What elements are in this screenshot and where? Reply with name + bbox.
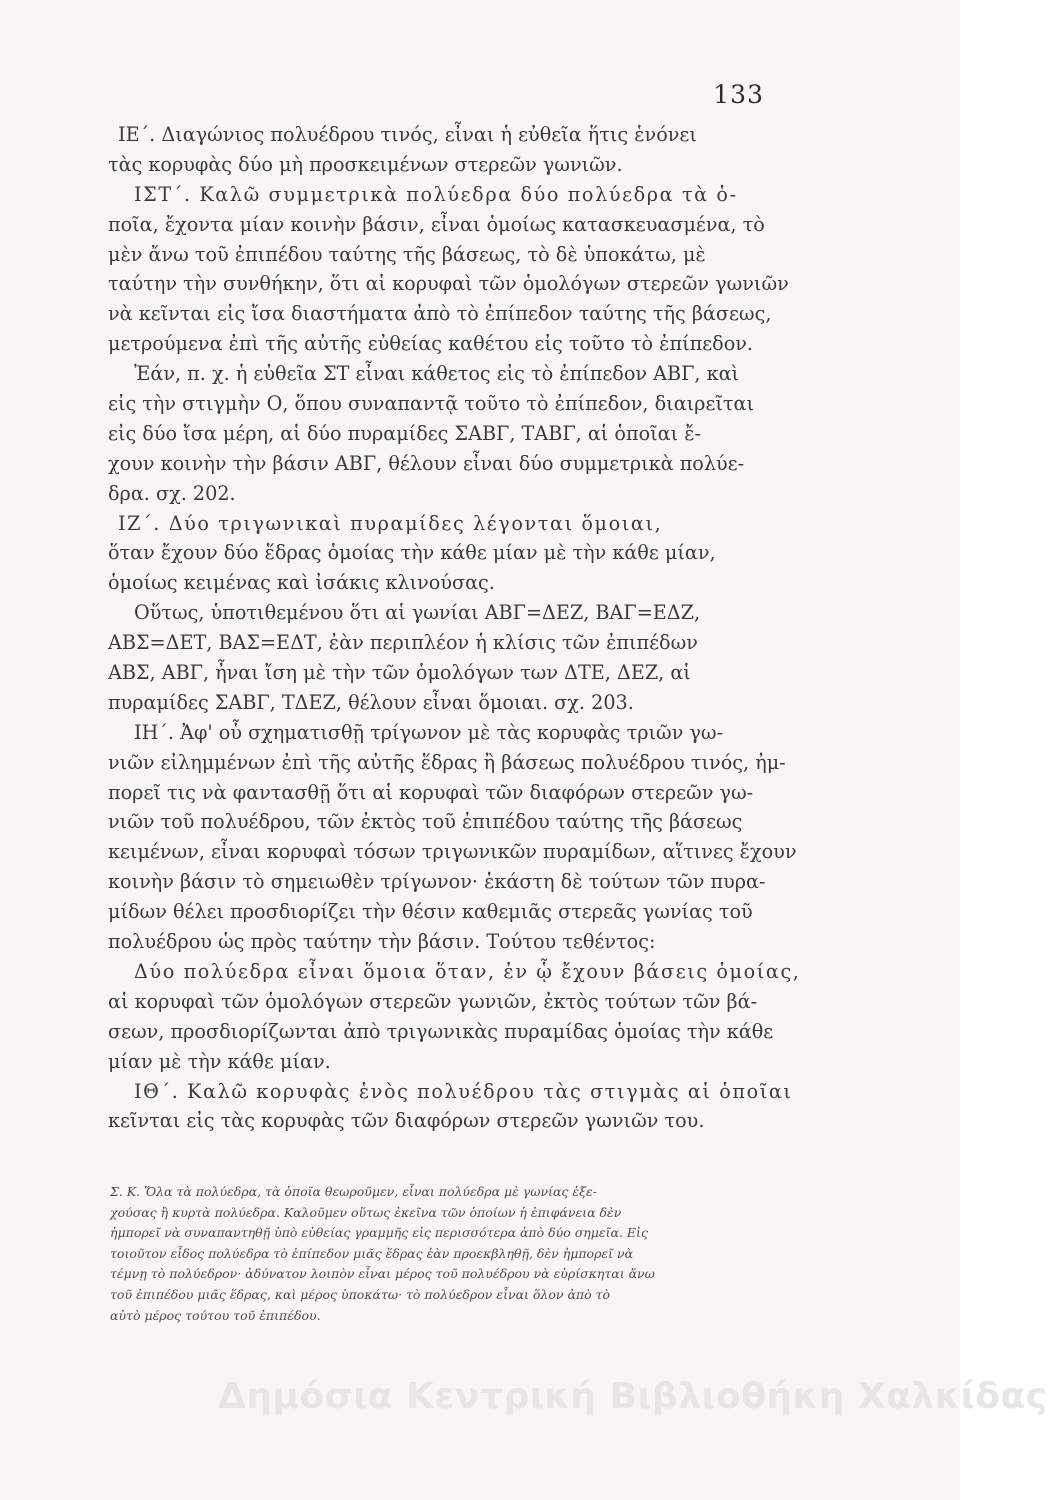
text-line: ταύτην τὴν συνθήκην, ὅτι αἱ κορυφαὶ τῶν ὁμολόγων στερεῶν γωνιῶν [108,272,789,296]
text-line: νιῶν τοῦ πολυέδρου, τῶν ἐκτὸς τοῦ ἐπιπέδου ταύτης τῆς βάσεως [108,810,743,834]
footnote-block [110,1182,810,1326]
text-line: ὅταν ἔχουν δύο ἕδρας ὁμοίας τὴν κάθε μίαν μὲ τὴν κάθε μίαν, [108,541,716,565]
text-line: χουν κοινὴν τὴν βάσιν ΑΒΓ, θέλουν εἶναι δύο συμμετρικὰ πολύε- [108,451,745,475]
text-line: ΑΒΣ, ΑΒΓ, ἦναι ἴση μὲ τὴν τῶν ὁμολόγων των ΔΤΕ, ΔΕΖ, αἱ [108,661,691,685]
text-line: κοινὴν βάσιν τὸ σημειωθὲν τρίγωνον· ἑκάστη δὲ τούτων τῶν πυρα- [108,870,766,894]
text-line: νιῶν εἰλημμένων ἐπὶ τῆς αὐτῆς ἕδρας ἢ βάσεως πολυέδρου τινός, ἠμ- [108,750,786,774]
footnote-line: τοῦ ἐπιπέδου μιᾶς ἕδρας, καὶ μέρος ὑποκάτω· τὸ πολύεδρον εἶναι ὅλον ἀπὸ τὸ [110,1286,611,1302]
footnote-line: τοιοῦτον εἶδος πολύεδρα τὸ ἐπίπεδον μιᾶς ἕδρας ἐὰν προεκβληθῇ, δὲν ἠμπορεῖ νὰ [110,1245,634,1261]
text-line: μίδων θέλει προσδιορίζει τὴν θέσιν καθεμιᾶς στερεᾶς γωνίας τοῦ [108,900,753,924]
text-line: Οὕτως, ὑποτιθεμένου ὅτι αἱ γωνίαι ΑΒΓ=ΔΕΖ, ΒΑΓ=ΕΔΖ, [134,601,701,625]
text-line: δρα. σχ. 202. [108,481,236,505]
library-watermark: Δημόσια Κεντρική Βιβλιοθήκη Χαλκίδας [218,1376,1048,1417]
text-line: μὲν ἄνω τοῦ ἐπιπέδου ταύτης τῆς βάσεως, τὸ δὲ ὑποκάτω, μὲ [108,242,706,266]
text-line: κειμένων, εἶναι κορυφαὶ τόσων τριγωνικῶν πυραμίδων, αἵτινες ἔχουν [108,840,797,864]
text-line: ΙΣΤ΄. Καλῶ συμμετρικὰ πολύεδρα δύο πολύεδρα τὰ ὁ- [134,182,738,206]
text-line: νὰ κεῖνται εἰς ἴσα διαστήματα ἀπὸ τὸ ἐπίπεδον ταύτης τῆς βάσεως, [108,302,772,326]
footnote-line: αὐτὸ μέρος τούτου τοῦ ἐπιπέδου. [110,1307,321,1323]
text-line: μετρούμενα ἐπὶ τῆς αὐτῆς εὐθείας καθέτου εἰς τοῦτο τὸ ἐπίπεδον. [108,332,754,356]
text-line: αἱ κορυφαὶ τῶν ὁμολόγων στερεῶν γωνιῶν, ἐκτὸς τούτων τῶν βά- [108,989,758,1013]
text-line: ΙΗ΄. Ἀφ' οὗ σχηματισθῇ τρίγωνον μὲ τὰς κορυφὰς τριῶν γω- [134,720,724,744]
text-line: ὁμοίως κειμένας καὶ ἰσάκις κλινούσας. [108,571,495,595]
text-line: ΙΖ΄. Δύο τριγωνικαὶ πυραμίδες λέγονται ὅμοιαι, [118,511,663,535]
footnote-line: τέμνῃ τὸ πολύεδρον· ἀδύνατον λοιπὸν εἶναι μέρος τοῦ πολυέδρου νὰ εὑρίσκηται ἄνω [110,1266,655,1282]
text-line: ποῖα, ἔχοντα μίαν κοινὴν βάσιν, εἶναι ὁμοίως κατασκευασμένα, τὸ [108,212,765,236]
text-line: πορεῖ τις νὰ φαντασθῇ ὅτι αἱ κορυφαὶ τῶν διαφόρων στερεῶν γω- [108,780,754,804]
text-line: Δύο πολύεδρα εἶναι ὅμοια ὅταν, ἐν ᾧ ἔχουν βάσεις ὁμοίας, [134,959,801,983]
footnote-line: χούσας ἢ κυρτὰ πολύεδρα. Καλοῦμεν οὕτως ἐκεῖνα τῶν ὁποίων ἡ ἐπιφάνεια δὲν [110,1204,622,1220]
text-line: πολυέδρου ὡς πρὸς ταύτην τὴν βάσιν. Τούτου τεθέντος: [108,930,656,954]
main-text [108,120,801,1136]
footnote-line: ἠμπορεῖ νὰ συναπαντηθῇ ὑπὸ εὐθείας γραμμῆς εἰς περισσότερα ἀπὸ δύο σημεῖα. Εἰς [110,1225,648,1241]
text-line: πυραμίδες ΣΑΒΓ, ΤΔΕΖ, θέλουν εἶναι ὅμοιαι. σχ. 203. [108,690,634,714]
text-line: τὰς κορυφὰς δύο μὴ προσκειμένων στερεῶν γωνιῶν. [108,152,623,176]
text-line: ΙΘ΄. Καλῶ κορυφὰς ἑνὸς πολυέδρου τὰς στιγμὰς αἱ ὁποῖαι [134,1079,793,1103]
footnote-line: Σ. Κ. Ὅλα τὰ πολύεδρα, τὰ ὁποῖα θεωροῦμεν, εἶναι πολύεδρα μὲ γωνίας ἐξε- [110,1184,597,1199]
text-line: εἰς τὴν στιγμὴν Ο, ὅπου συναπαντᾷ τοῦτο τὸ ἐπίπεδον, διαιρεῖται [108,392,755,416]
text-line: σεων, προσδιορίζωνται ἀπὸ τριγωνικὰς πυραμίδας ὁμοίας τὴν κάθε [108,1019,774,1043]
text-line: ΙΕ΄. Διαγώνιος πολυέδρου τινός, εἶναι ἡ εὐθεῖα ἥτις ἑνόνει [118,123,697,146]
text-line: εἰς δύο ἴσα μέρη, αἱ δύο πυραμίδες ΣΑΒΓ, ΤΑΒΓ, αἱ ὁποῖαι ἔ- [108,421,702,445]
text-line: κεῖνται εἰς τὰς κορυφὰς τῶν διαφόρων στερεῶν γωνιῶν του. [108,1109,705,1133]
text-line: ΑΒΣ=ΔΕΤ, ΒΑΣ=ΕΔΤ, ἐὰν περιπλέον ἡ κλίσις τῶν ἐπιπέδων [108,631,698,655]
text-line: Ἐάν, π. χ. ἡ εὐθεῖα ΣΤ εἶναι κάθετος εἰς τὸ ἐπίπεδον ΑΒΓ, καὶ [134,362,740,386]
page-number: 133 [713,80,764,109]
text-line: μίαν μὲ τὴν κάθε μίαν. [108,1049,331,1073]
